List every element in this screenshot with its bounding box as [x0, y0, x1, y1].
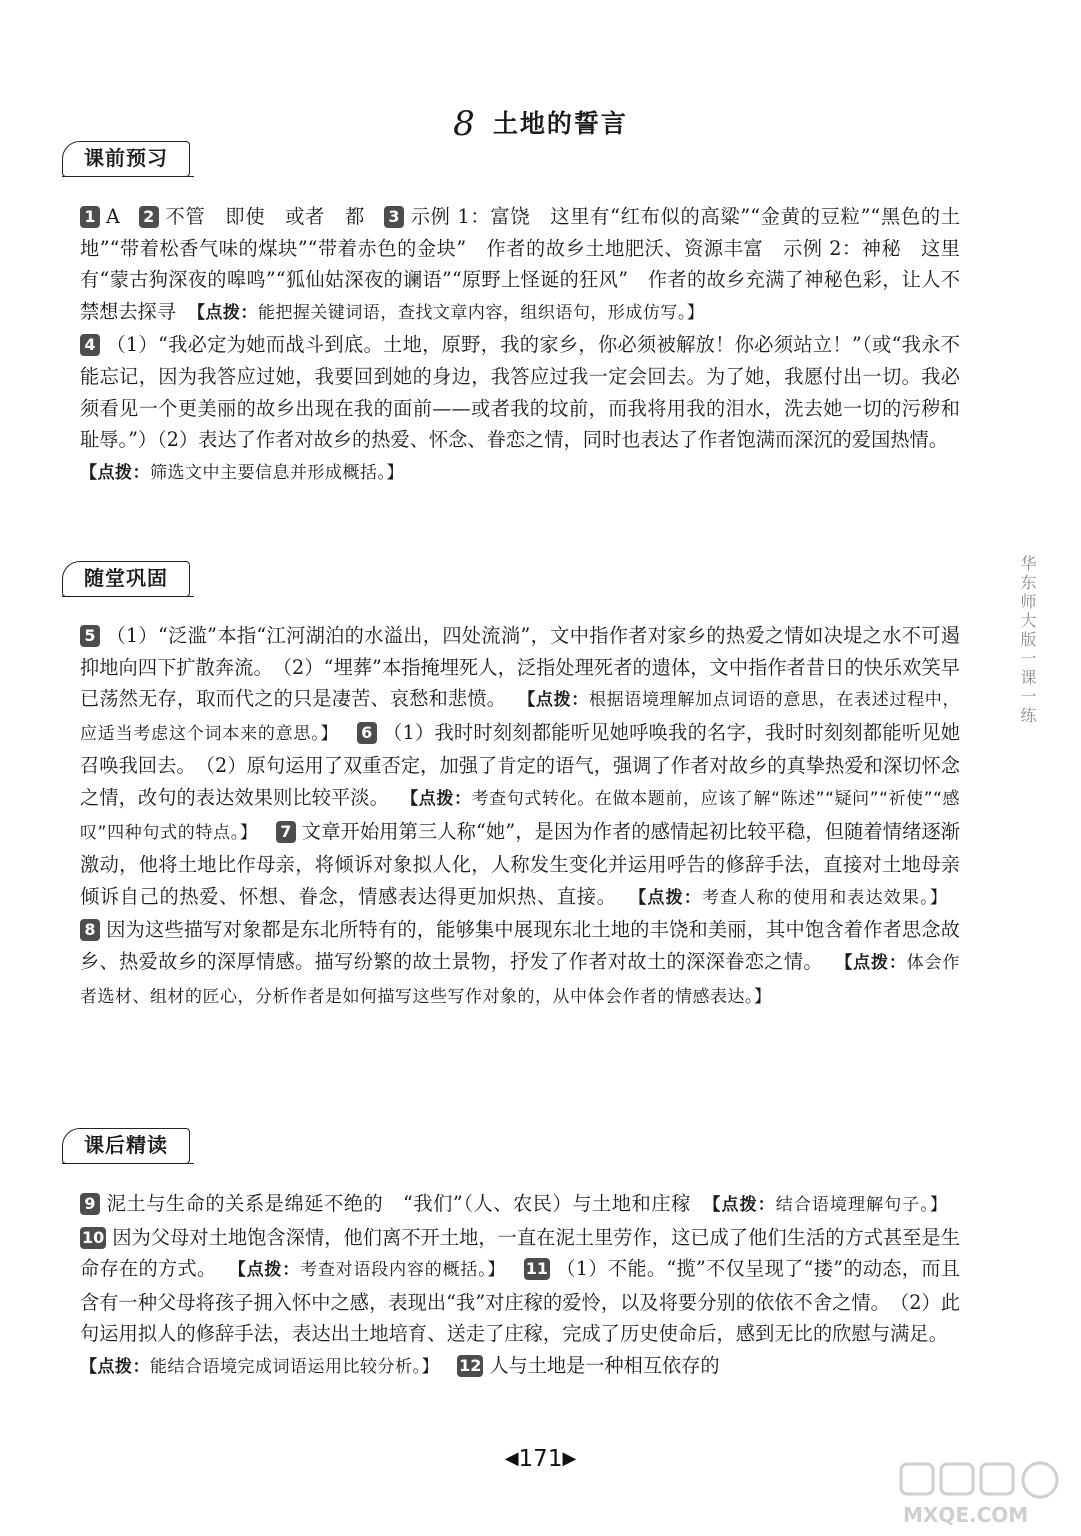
tip-label: 【点拨： [80, 1356, 150, 1377]
tip-11 [80, 1357, 439, 1377]
question-number-badge: 10 [82, 1227, 105, 1247]
tip-label: 【点拨： [518, 690, 589, 711]
tip-3-text: 能把握关键词语，查找文章内容，组织语句，形成仿写。】 [257, 302, 705, 323]
answer-8: 因为这些描写对象都是东北所特有的，能够集中展现东北土地的丰饶和美丽，其中饱含着作者思念故乡、热爱故乡的深厚情感。描写纷繁的故土景物，抒发了作者对故土的深深眷恋之情。 [80, 918, 960, 973]
answer-4: （1）“我必定为她而战斗到底。土地，原野，我的家乡，你必须被解放！你必须站立！”（或“我永不能忘记，因为我答应过她，我要回到她的身边，我答应过我一定会回去。为了她，我愿付出一切。我必须看见一个更美丽的故乡出现在我的面前——或者我的坟前，而我将用我的泪水，洗去她一切的污秽和耻辱。”）（2）表达了作者对故乡的热爱、怀念、眷恋之情，同时也表达了作者饱满而深沉的爱国热情。 [80, 333, 960, 452]
tip-10-text: 考查对语段内容的概括。】 [300, 1260, 506, 1281]
tip-label: 【点拨： [400, 788, 472, 809]
question-number-badge: 3 [384, 206, 404, 228]
watermark-logo-icon [895, 1460, 1070, 1530]
answer-3: 示例 1：富饶 这里有“红布似的高粱”“金黄的豆粒”“黑色的土地”“带着松香气味的煤块”“带着赤色的金块” 作者的故乡土地肥沃、资源丰富 示例 2：神秘 这里有“蒙古狗深夜的嗥鸣”“狐仙姑深夜的谰语”“原野上怪诞的狂风” 作者的故乡充满了神秘色彩，让人不禁想去探寻 [80, 205, 960, 323]
tip-7 [629, 888, 949, 908]
page-number-text: 171 [518, 1446, 563, 1472]
side-book-title: 华东师大版一课一练 [1018, 555, 1037, 726]
answers-practice [80, 620, 960, 1013]
section-tab-reading: 课后精读 [62, 1128, 190, 1164]
answer-6: （1）我时时刻刻都能听见她呼唤我的名字，我时时刻刻都能听见她召唤我回去。 （2）原句运用了双重否定，加强了肯定的语气，强调了作者对故乡的真挚热爱和深切怀念之情，改句的表达效果则比较平淡。 [80, 720, 960, 809]
lesson-title-text: 土地的誓言 [492, 109, 628, 138]
answer-10: 因为父母对土地饱含深情，他们离不开土地，一直在泥土里劳作，这已成了他们生活的方式甚至是生命存在的方式。 [80, 1225, 960, 1281]
question-number-badge: 6 [357, 722, 377, 744]
tip-label: 【点拨： [187, 302, 258, 323]
question-number-badge: 1 [80, 206, 100, 228]
answer-paragraph-1 [80, 201, 960, 329]
tip-4 [80, 463, 404, 483]
answer-12: 人与土地是一种相互依存的 [489, 1353, 720, 1377]
tip-label: 【点拨： [80, 462, 150, 483]
tip-4-text: 筛选文中主要信息并形成概括。】 [150, 462, 404, 483]
question-number-badge: 7 [276, 821, 296, 843]
question-number-badge: 4 [80, 334, 100, 356]
answer-1: A [106, 205, 120, 228]
answer-7: 文章开始用第三人称“她”，是因为作者的感情起初比较平稳，但随着情绪逐渐激动，他将土地比作母亲，将倾诉对象拟人化，人称发生变化并运用呼告的修辞手法，直接对土地母亲倾诉自己的热爱、怀想、眷念，情感表达得更加炽热、直接。 [80, 819, 960, 908]
tip-6-text: 考查句式转化。在做本题前，应该了解“陈述”“疑问”“祈使”“感叹”四种句式的特点。】 [80, 788, 960, 843]
section-tab-preview: 课前预习 [62, 141, 190, 177]
question-number-badge: 2 [139, 206, 159, 228]
tip-label: 【点拨： [834, 952, 907, 973]
answer-paragraph-3 [80, 620, 960, 1013]
question-number-badge: 12 [459, 1355, 482, 1375]
tip-9 [703, 1195, 948, 1215]
watermark-text: MXQE.COM [903, 1503, 1029, 1527]
tip-label: 【点拨： [228, 1260, 301, 1281]
question-number-badge: 5 [80, 625, 100, 647]
answer-11: （1）不能。“揽”不仅呈现了“搂”的动态，而且含有一种父母将孩子拥入怀中之感，表现出“我”对庄稼的爱怜，以及将要分别的依依不舍之情。 （2）此句运用拟人的修辞手法，表达出土地培育、送走了庄稼，完成了历史使命后，感到无比的欣慰与满足。 [80, 1257, 960, 1346]
tip-5-text: 根据语境理解加点词语的意思，在表述过程中，应适当考虑这个词本来的意思。】 [80, 690, 961, 744]
tip-11-text: 能结合语境完成词语运用比较分析。】 [150, 1356, 439, 1377]
question-number-badge: 9 [80, 1193, 100, 1215]
lesson-number: 8 [453, 104, 477, 144]
tip-7-text: 考查人称的使用和表达效果。】 [701, 887, 949, 908]
answer-2: 不管 即使 或者 都 [164, 205, 366, 228]
tip-label: 【点拨： [702, 1195, 776, 1215]
page-arrow-left-icon: ◀ [504, 1448, 519, 1469]
tip-9-text: 结合语境理解句子。】 [775, 1195, 949, 1215]
page-arrow-right-icon: ▶ [562, 1448, 577, 1469]
tip-8-text: 体会作者选材、组材的匠心，分析作者是如何描写这些写作对象的，从中体会作者的情感表达。】 [80, 952, 961, 1007]
answer-5: （1）“泛滥”本指“江河湖泊的水溢出，四处流淌”，文中指作者对家乡的热爱之情如决堤之水不可遏抑地向四下扩散奔流。 （2）“埋葬”本指掩埋死人，泛指处理死者的遗体，文中指作者昔日的快乐欢笑早已荡然无存，取而代之的只是凄苦、哀愁和悲愤。 [80, 624, 960, 711]
tip-3 [188, 303, 705, 323]
tip-10 [229, 1260, 506, 1280]
answers-preview [80, 201, 960, 489]
answer-paragraph-2 [80, 329, 960, 489]
answers-reading [80, 1188, 960, 1384]
answer-paragraph-4 [80, 1188, 960, 1384]
question-number-badge: 11 [525, 1259, 548, 1279]
question-number-badge: 8 [80, 919, 100, 941]
tip-label: 【点拨： [628, 887, 702, 908]
answer-9: 泥土与生命的关系是绵延不绝的 “我们”（人、农民）与土地和庄稼 [106, 1192, 691, 1215]
lesson-title [0, 104, 1081, 144]
section-tab-practice: 随堂巩固 [62, 561, 190, 597]
